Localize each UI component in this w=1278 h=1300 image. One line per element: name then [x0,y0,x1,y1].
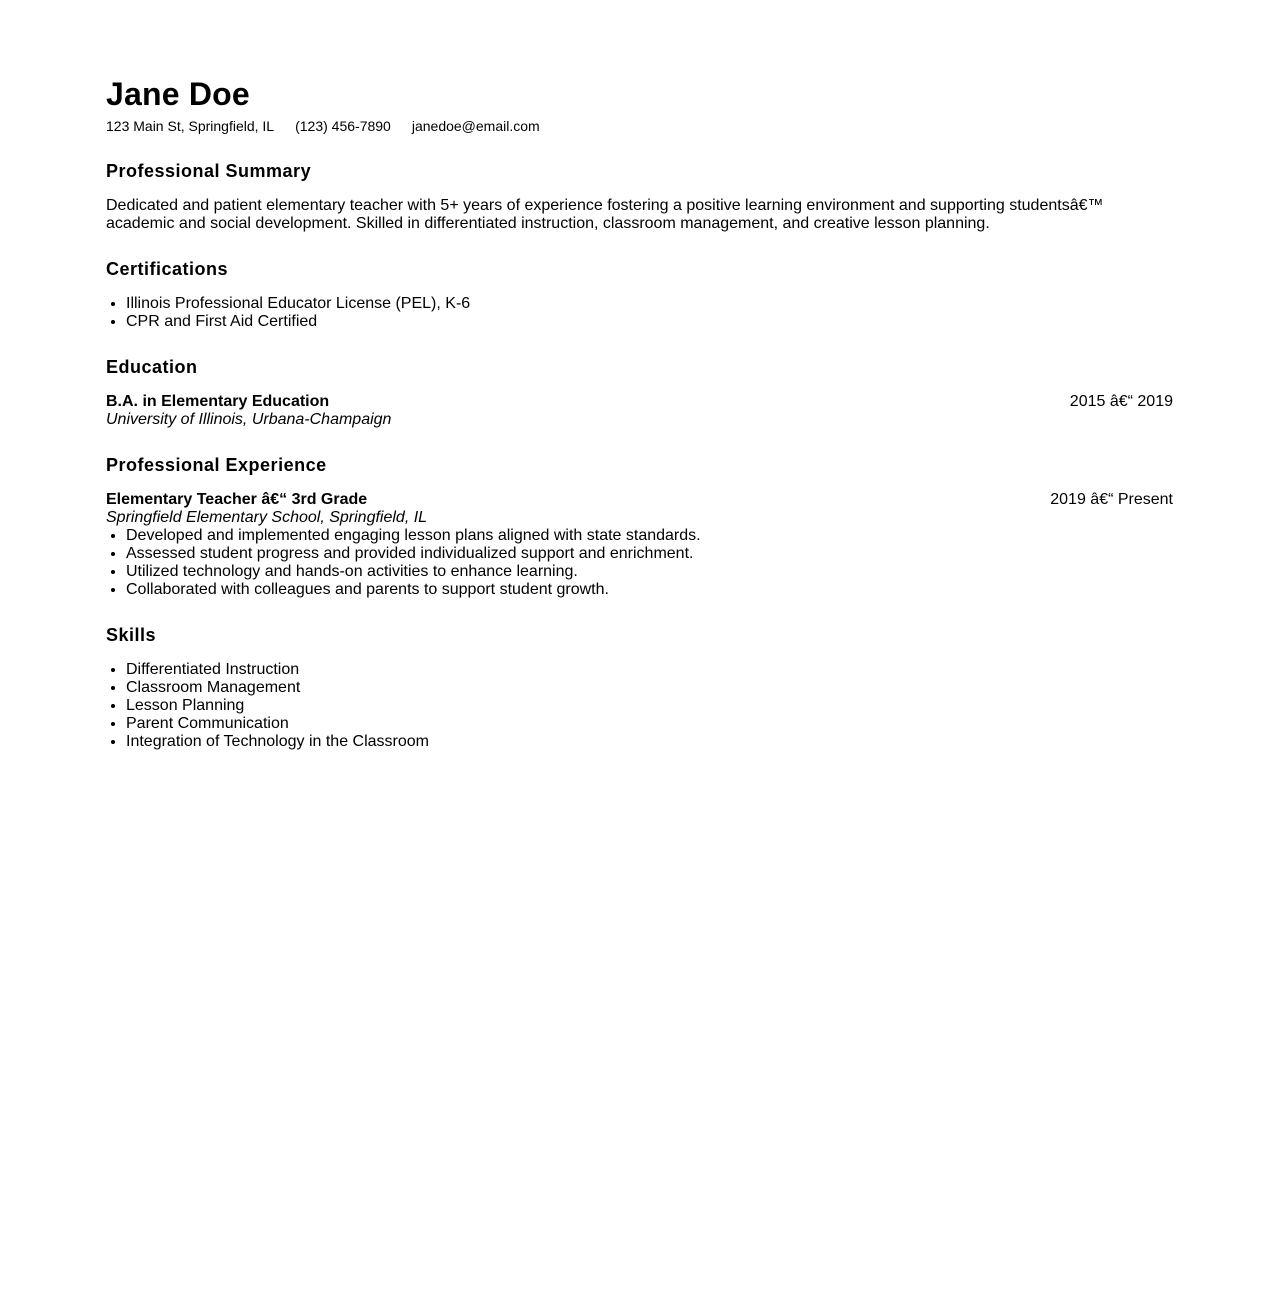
contact-address: 123 Main St, Springfield, IL [106,118,275,134]
skills-section [106,623,1173,751]
skills-heading: Skills [106,625,157,645]
education-degree: B.A. in Elementary Education [106,393,330,410]
education-heading: Education [106,357,198,377]
certifications-list [106,295,1173,331]
resume [106,72,1173,751]
certification-item: • Illinois Professional Educator License (PEL), K-6 [126,295,1173,313]
skill-item: • Classroom Management [126,679,1173,697]
skill-item: • Lesson Planning [126,697,1173,715]
summary-heading: Professional Summary [106,161,312,181]
skills-list [106,661,1173,751]
experience-entry-header [106,491,1173,509]
skill-item: • Differentiated Instruction [126,661,1173,679]
candidate-name: Jane Doe [106,76,250,112]
contact-phone: (123) 456-7890 [295,118,391,134]
summary-text: Dedicated and patient elementary teacher with 5+ years of experience fostering a positive learning environment and supporting studentsâ€™ academic and social development. Skilled in differentiated instruction, classroom management, and creative lesson planning. [106,197,1104,232]
education-dates: 2015 â€“ 2019 [1069,393,1173,410]
experience-section [106,453,1173,599]
experience-employer: Springfield Elementary School, Springfield, IL [106,509,428,526]
certifications-section [106,257,1173,331]
experience-bullet: • Assessed student progress and provided individualized support and enrichment. [126,545,1173,563]
education-school: University of Illinois, Urbana-Champaign [106,411,392,428]
summary-section [106,159,1173,233]
education-section [106,355,1173,429]
experience-bullet: • Collaborated with colleagues and parents to support student growth. [126,581,1173,599]
contact-email: janedoe@email.com [411,118,540,134]
education-entry-header [106,393,1173,411]
skill-item: • Integration of Technology in the Classroom [126,733,1173,751]
skill-item: • Parent Communication [126,715,1173,733]
certifications-heading: Certifications [106,259,229,279]
experience-role: Elementary Teacher â€“ 3rd Grade [106,491,368,508]
experience-bullet: • Utilized technology and hands-on activities to enhance learning. [126,563,1173,581]
experience-dates: 2019 â€“ Present [1050,491,1173,508]
experience-heading: Professional Experience [106,455,327,475]
experience-bullet: • Developed and implemented engaging lesson plans aligned with state standards. [126,527,1173,545]
experience-bullets [106,527,1173,599]
certification-item: • CPR and First Aid Certified [126,313,1173,331]
contact-line [106,117,1173,135]
